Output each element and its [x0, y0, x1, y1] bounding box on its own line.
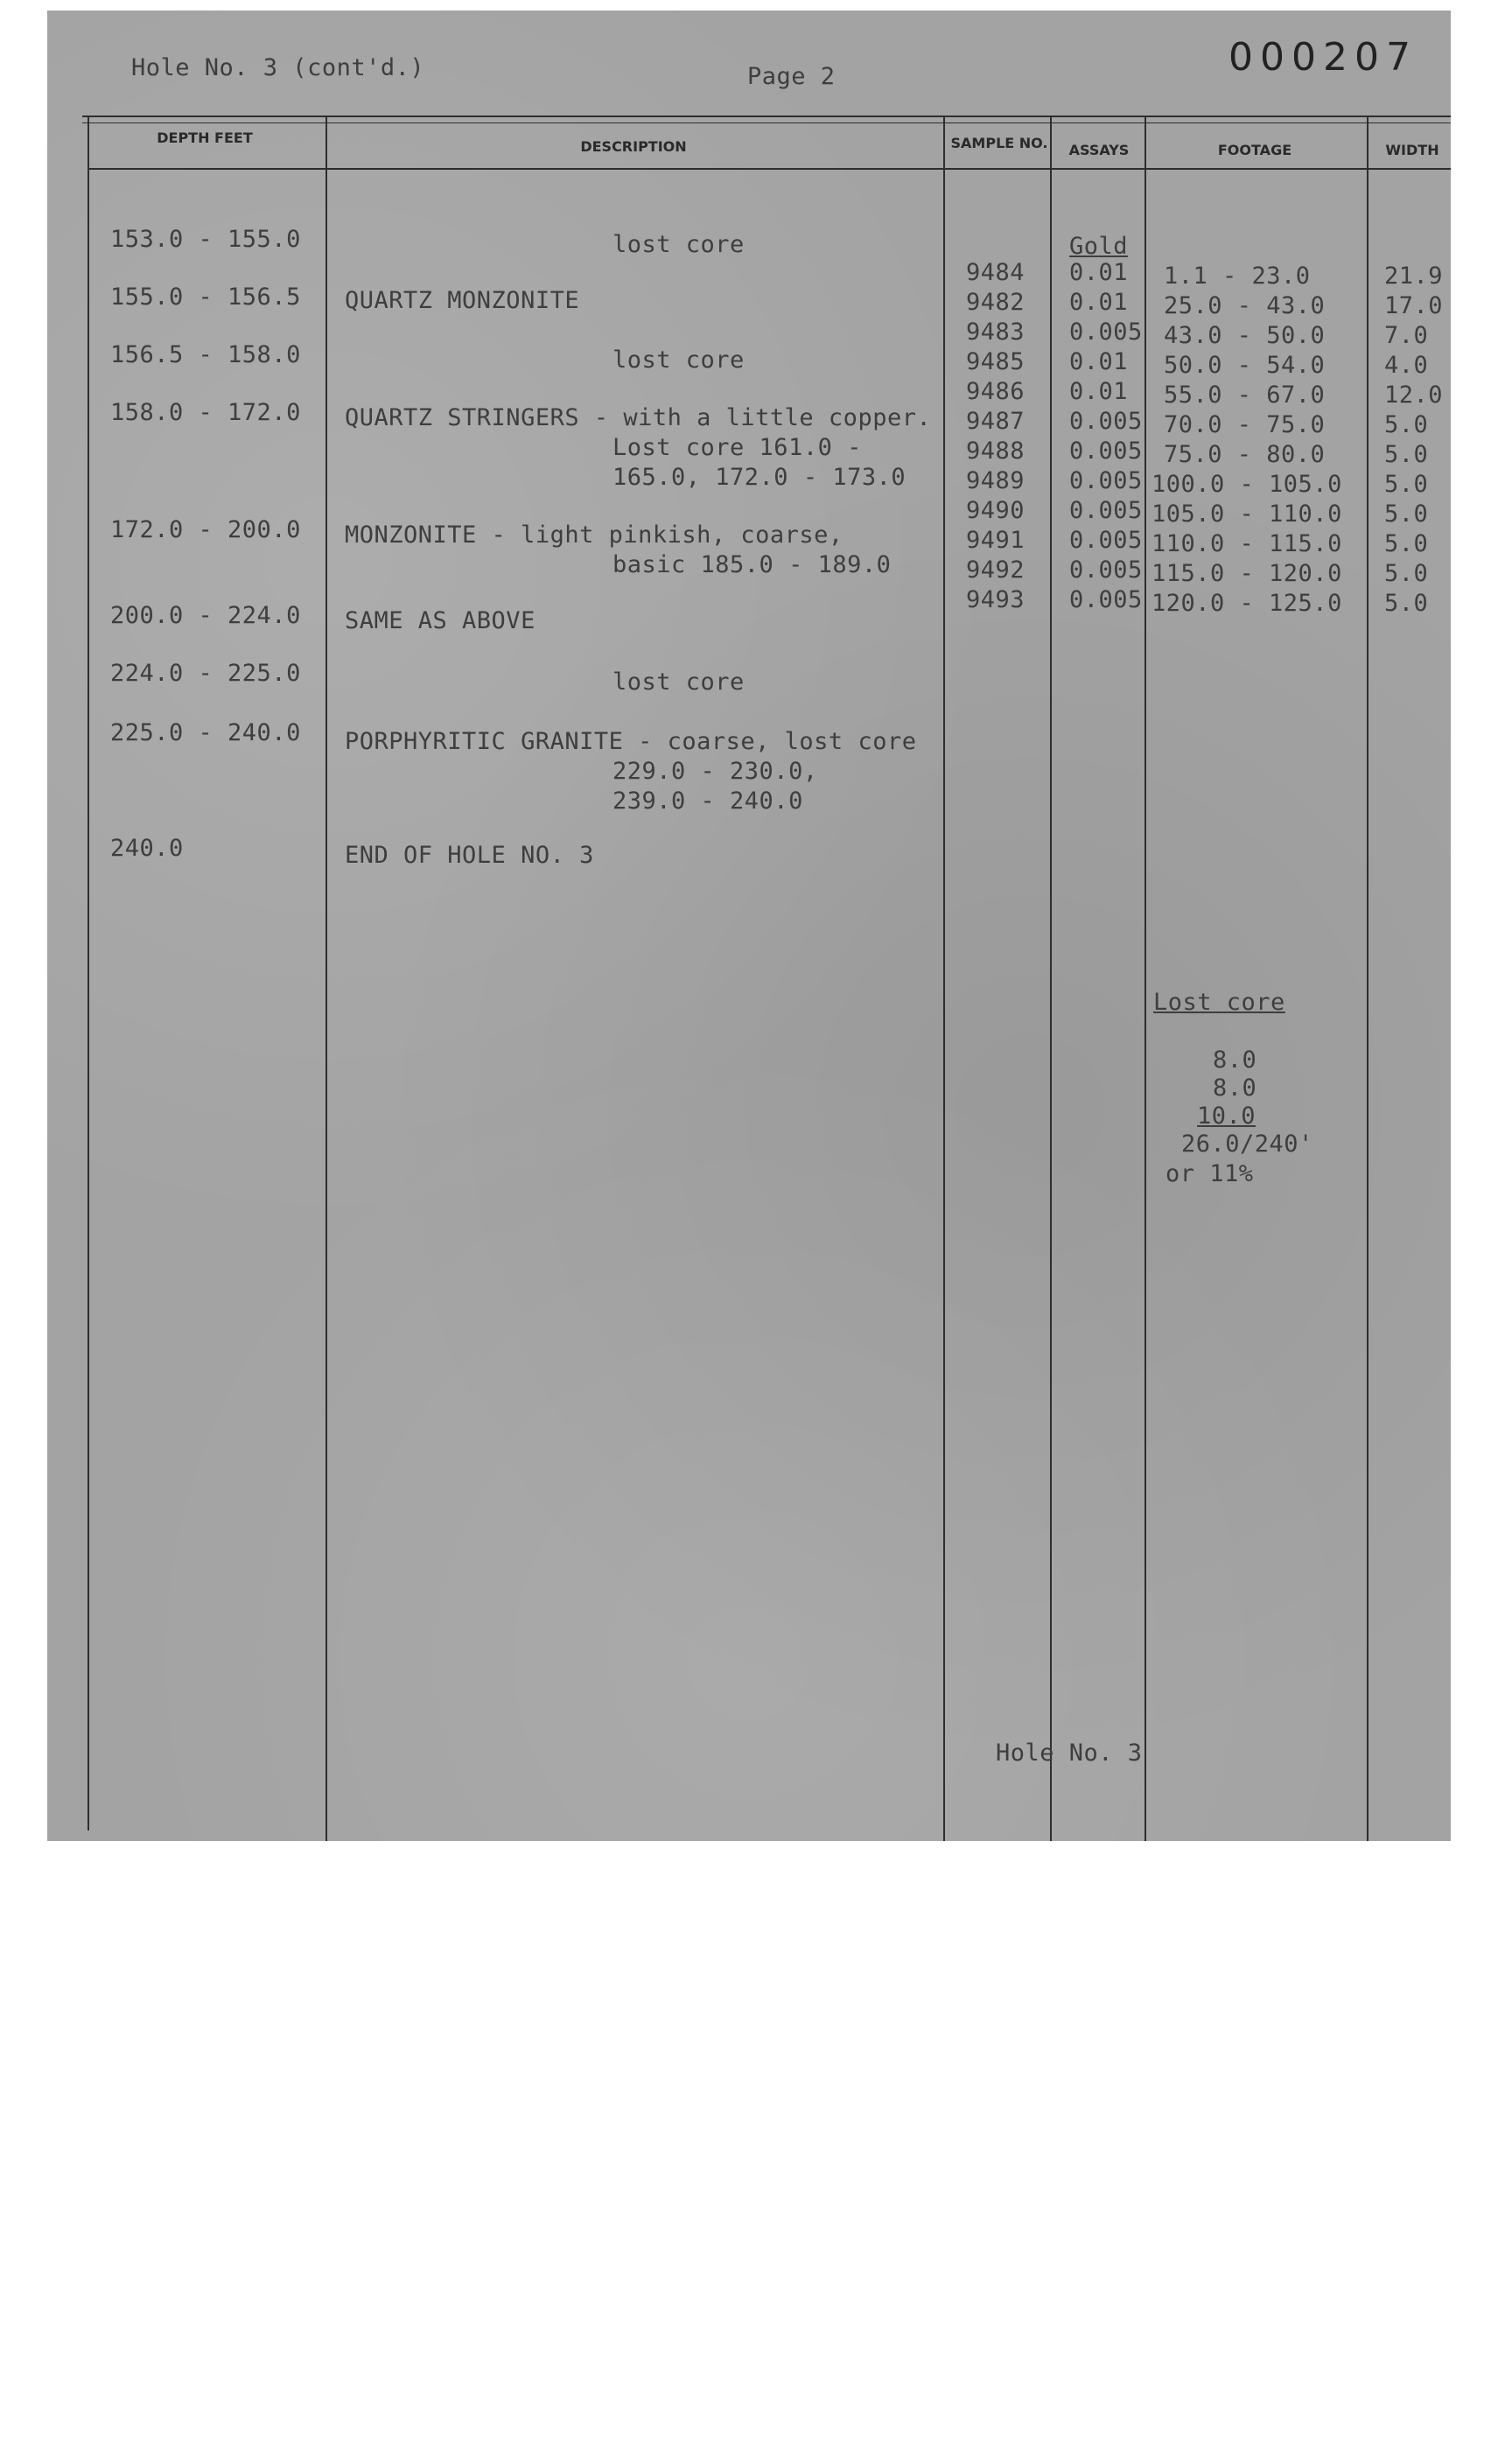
- sample-number: 9490: [966, 497, 1026, 524]
- col-header-description: DESCRIPTION: [580, 138, 687, 155]
- sample-footage: 75.0 - 80.0: [1164, 441, 1326, 468]
- col-header-footage: FOOTAGE: [1217, 142, 1292, 158]
- page-label: Page 2: [747, 63, 836, 90]
- log-description: QUARTZ MONZONITE: [345, 287, 580, 314]
- log-depth: 224.0 - 225.0: [110, 660, 301, 687]
- hole-label: Hole No. 3 (cont'd.): [131, 54, 425, 81]
- sample-number: 9486: [966, 378, 1026, 405]
- log-depth: 153.0 - 155.0: [110, 226, 301, 253]
- sample-width: 5.0: [1384, 560, 1429, 587]
- sample-footage: 115.0 - 120.0: [1152, 560, 1342, 587]
- log-description: lost core: [612, 346, 745, 374]
- document-sheet: [47, 10, 1451, 1841]
- sample-width: 12.0: [1384, 382, 1444, 409]
- sample-number: 9488: [966, 438, 1026, 465]
- footer-hole-label: Hole No. 3: [996, 1740, 1143, 1767]
- col-divider-sample: [1050, 117, 1052, 1841]
- sample-assay: 0.005: [1069, 408, 1143, 435]
- sample-footage: 70.0 - 75.0: [1164, 411, 1326, 438]
- table-top-rule-2: [82, 122, 1451, 123]
- sample-footage: 100.0 - 105.0: [1152, 471, 1342, 498]
- log-depth: 155.0 - 156.5: [110, 284, 301, 311]
- sample-footage: 50.0 - 54.0: [1164, 352, 1326, 379]
- sample-width: 5.0: [1384, 471, 1429, 498]
- sample-width: 5.0: [1384, 530, 1429, 557]
- sample-assay: 0.005: [1069, 556, 1143, 584]
- log-depth: 240.0: [110, 835, 184, 862]
- sample-number: 9491: [966, 527, 1026, 554]
- log-description: PORPHYRITIC GRANITE - coarse, lost core: [345, 728, 917, 755]
- sample-number: 9483: [966, 318, 1026, 346]
- sample-footage: 25.0 - 43.0: [1164, 292, 1326, 319]
- lost-core-value: 8.0: [1213, 1046, 1257, 1074]
- sample-footage: 43.0 - 50.0: [1164, 322, 1326, 349]
- table-top-rule: [82, 116, 1451, 117]
- log-description: MONZONITE - light pinkish, coarse,: [345, 522, 844, 549]
- col-header-width: WIDTH: [1385, 142, 1439, 158]
- col-divider-depth: [326, 117, 327, 1841]
- sample-width: 5.0: [1384, 411, 1429, 438]
- sample-assay: 0.005: [1069, 467, 1143, 494]
- log-description: QUARTZ STRINGERS - with a little copper.: [345, 404, 932, 431]
- sample-footage: 55.0 - 67.0: [1164, 382, 1326, 409]
- sample-assay: 0.01: [1069, 378, 1129, 405]
- assay-header: Gold: [1069, 233, 1129, 260]
- log-description: lost core: [612, 231, 745, 258]
- lost-core-value: 8.0: [1213, 1074, 1257, 1102]
- lost-core-total: 26.0/240': [1181, 1130, 1313, 1158]
- sample-footage: 105.0 - 110.0: [1152, 500, 1342, 528]
- sample-number: 9485: [966, 348, 1026, 375]
- sample-footage: 110.0 - 115.0: [1152, 530, 1342, 557]
- sample-width: 5.0: [1384, 590, 1429, 617]
- sample-number: 9487: [966, 408, 1026, 435]
- sample-footage: 1.1 - 23.0: [1164, 262, 1311, 290]
- log-description: SAME AS ABOVE: [345, 607, 536, 634]
- sample-width: 17.0: [1384, 292, 1444, 319]
- document-number: 000207: [1228, 35, 1418, 80]
- log-depth: 200.0 - 224.0: [110, 602, 301, 629]
- sample-number: 9493: [966, 586, 1026, 613]
- sample-number: 9489: [966, 467, 1026, 494]
- sample-assay: 0.005: [1069, 438, 1143, 465]
- sample-width: 5.0: [1384, 441, 1429, 468]
- sample-width: 5.0: [1384, 500, 1429, 528]
- sample-assay: 0.005: [1069, 318, 1143, 346]
- col-divider-description: [943, 117, 945, 1841]
- log-description: END OF HOLE NO. 3: [345, 842, 594, 869]
- log-depth: 225.0 - 240.0: [110, 719, 301, 746]
- sample-assay: 0.005: [1069, 497, 1143, 524]
- log-description: basic 185.0 - 189.0: [612, 551, 892, 578]
- lost-core-title: Lost core: [1153, 989, 1285, 1016]
- sample-assay: 0.005: [1069, 527, 1143, 554]
- col-divider-assays: [1144, 117, 1146, 1841]
- sample-width: 4.0: [1384, 352, 1429, 379]
- log-depth: 156.5 - 158.0: [110, 341, 301, 368]
- sample-number: 9484: [966, 259, 1026, 286]
- header-bottom-rule: [88, 168, 1451, 170]
- sample-number: 9492: [966, 556, 1026, 584]
- col-header-sample: SAMPLE NO.: [950, 135, 1048, 151]
- sample-width: 7.0: [1384, 322, 1429, 349]
- log-description: 165.0, 172.0 - 173.0: [612, 464, 906, 491]
- log-description: 239.0 - 240.0: [612, 788, 803, 815]
- col-header-depth: DEPTH FEET: [157, 130, 253, 146]
- log-description: 229.0 - 230.0,: [612, 758, 818, 785]
- log-description: lost core: [612, 668, 745, 696]
- sample-assay: 0.01: [1069, 348, 1129, 375]
- left-border: [88, 116, 89, 1830]
- sample-width: 21.9: [1384, 262, 1444, 290]
- log-depth: 158.0 - 172.0: [110, 399, 301, 426]
- sample-assay: 0.01: [1069, 259, 1129, 286]
- lost-core-percent: or 11%: [1166, 1160, 1254, 1187]
- col-header-assays: ASSAYS: [1068, 142, 1130, 158]
- log-description: Lost core 161.0 -: [612, 434, 862, 461]
- log-depth: 172.0 - 200.0: [110, 516, 301, 543]
- col-divider-footage: [1367, 117, 1368, 1841]
- lost-core-value: 10.0: [1197, 1102, 1256, 1130]
- sample-assay: 0.01: [1069, 289, 1129, 316]
- sample-number: 9482: [966, 289, 1026, 316]
- sample-assay: 0.005: [1069, 586, 1143, 613]
- sample-footage: 120.0 - 125.0: [1152, 590, 1342, 617]
